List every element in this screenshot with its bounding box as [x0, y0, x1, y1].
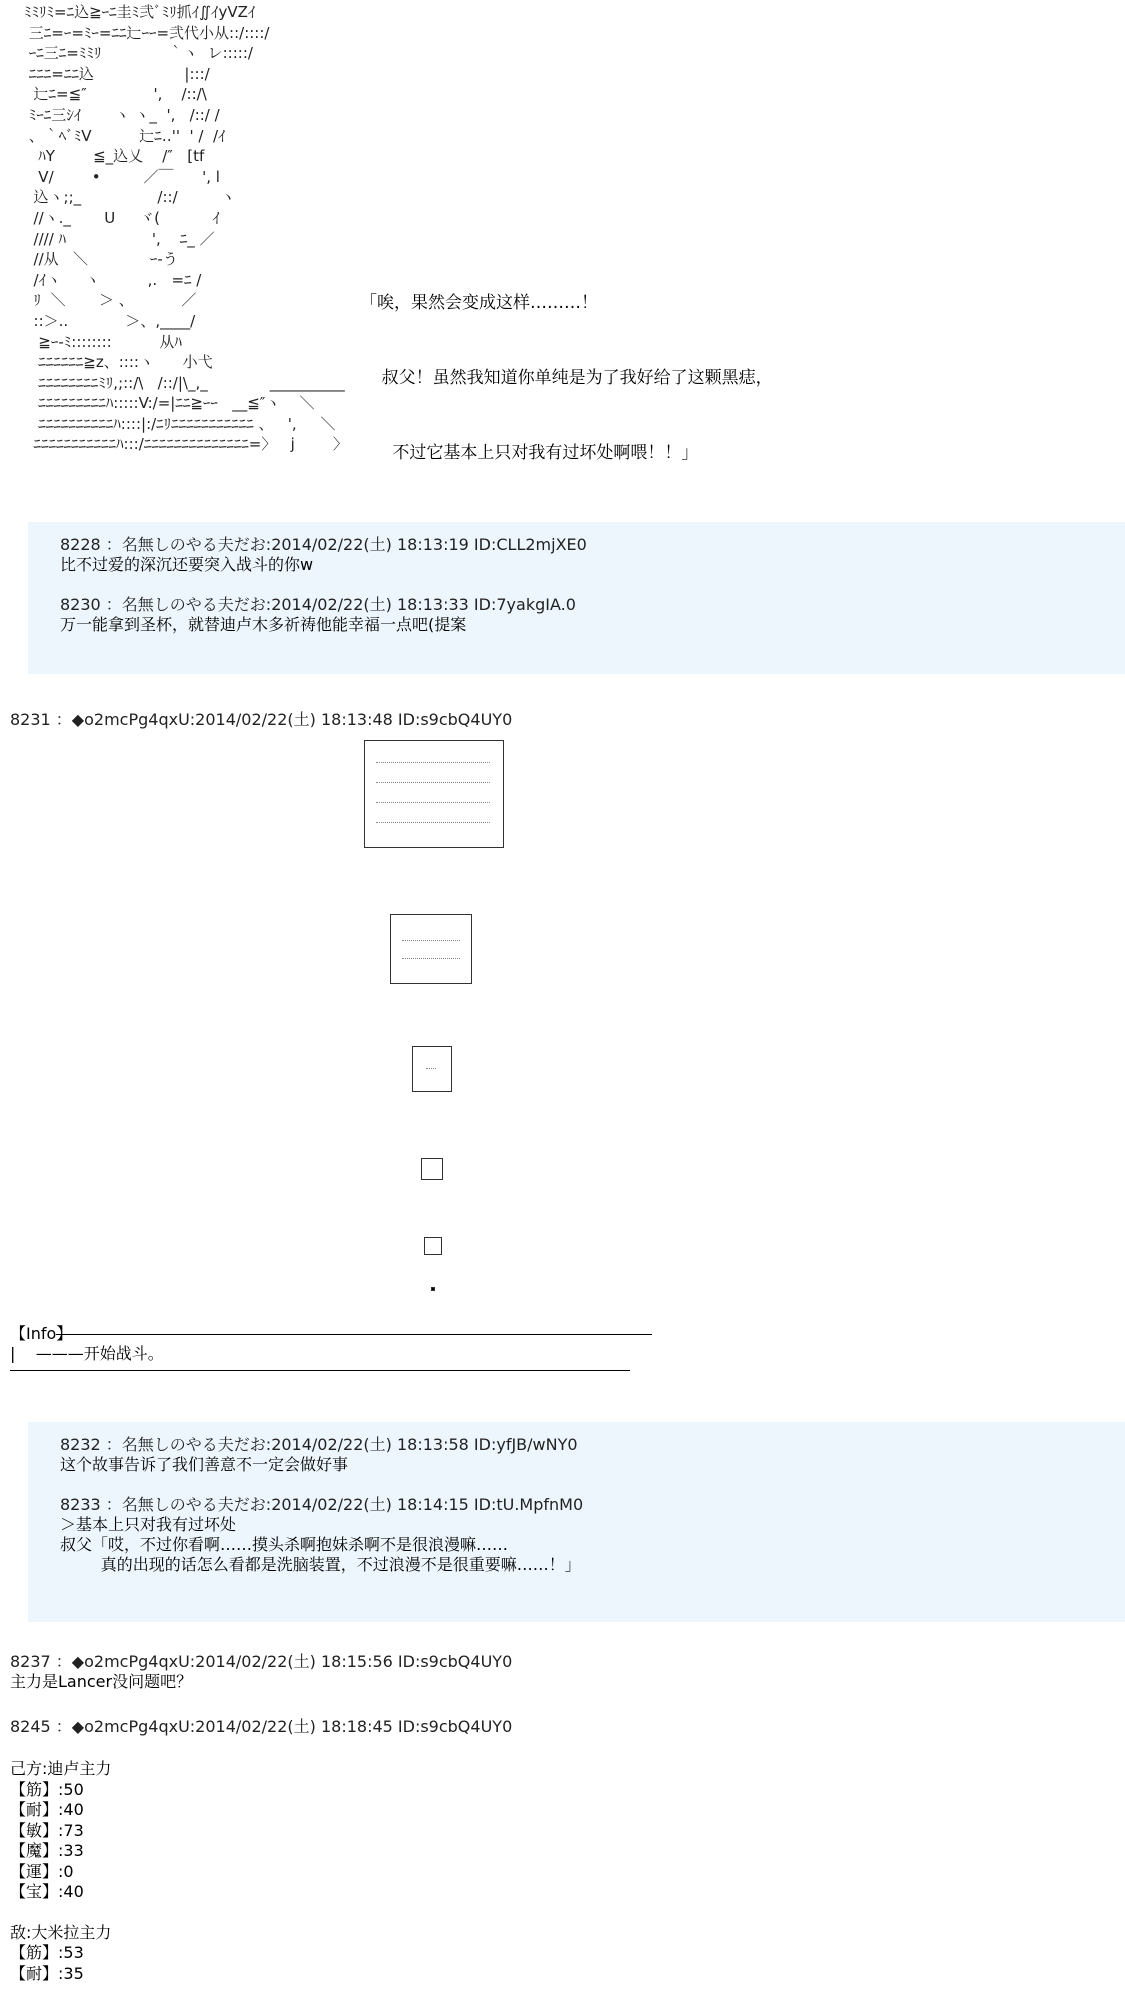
speech-line: 不过它基本上只对我有过坏处啊喂！！」	[360, 443, 699, 463]
ascii-art-figure: ﾐﾐﾘﾐ=ﾆ込≧ｰﾆ圭ﾐ弐ﾞﾐﾘ抓ｲ∬ｲyVZｲ 三ﾆ=ｰ=ﾐｰ=ﾆﾆ辷ｰｰ=弐代小从::/::::/ ｰﾆ三ﾆ=ﾐﾐﾘ ｀ヽ レ:::::/ ﾆﾆﾆ=ﾆﾆ込 |:::/ 辷ﾆ=≦″ ', /::/\ ﾐｰﾆ三ｼｲ ヽ ヽ_ ', /::/ / 、｀ﾍﾞﾐV 辷ﾆ‥'' ' / /ｲ ﾊY ≦_込乂 /″ [tf V/ • ／￣ ', l 込ヽ;;_ /::/ ヽ //ヽ._ U ヾ( ｲ //// ﾊ ', ﾆ_ ／ //从 ＼ ｰ-う /ｲヽ ヽ ,. =ﾆ / ﾘ ＼ ＞ 、 ／ ::＞.. ＞、,____/ ≧ｰ-ﾐ:::::::: 从ﾊ ﾆﾆﾆﾆﾆﾆ≧z、::::ヽ 小弋 ﾆﾆﾆﾆﾆﾆﾆﾆﾐﾘ,;::/\ /::/|\_,_ __________ ﾆﾆﾆﾆﾆﾆﾆﾆﾆﾊ:::::V:/=|ﾆﾆ≧ｰｰ __≦″ヽ ＼ ﾆﾆﾆﾆﾆﾆﾆﾆﾆﾆﾊ::::|:/ﾆﾘﾆﾆﾆﾆﾆﾆﾆﾆﾆﾆﾆ 、 ', ＼ ﾆﾆﾆﾆﾆﾆﾆﾆﾆﾆﾆﾊ:::/ﾆﾆﾆﾆﾆﾆﾆﾆﾆﾆﾆﾆﾆﾆ=〉 j 〉	[24, 3, 348, 454]
stats-line: 【魔】:33	[10, 1841, 84, 1860]
stats-line: 【耐】:40	[10, 1800, 84, 1819]
stats-line: 【宝】:40	[10, 1882, 84, 1901]
tiny-box	[424, 1237, 442, 1255]
post-8231	[10, 710, 512, 730]
large-box	[364, 740, 504, 848]
post-text: 万一能拿到圣杯，就替迪卢木多祈祷他能幸福一点吧(提案	[60, 615, 467, 634]
stats-list	[10, 1759, 512, 1984]
reply-post	[60, 1495, 1125, 1575]
post-header: 8231 ：◆o2mcPg4qxU:2014/02/22(土) 18:13:48 ID:s9cbQ4UY0	[10, 710, 513, 729]
stats-line: 【敏】:73	[10, 1820, 84, 1840]
post-header: 8245 ：◆o2mcPg4qxU:2014/02/22(土) 18:18:45 ID:s9cbQ4UY0	[10, 1717, 513, 1736]
stats-line: 【耐】:35	[10, 1963, 84, 1983]
reply-block	[28, 1422, 1125, 1622]
dotted-line	[402, 958, 460, 959]
post-header: 8232 ：名無しのやる夫だお:2014/02/22(土) 18:13:58 ID:yfJB/wNY0	[60, 1435, 578, 1454]
speech-line: 「唉，果然会变成这样………！	[360, 293, 598, 313]
post-text: 主力是Lancer没问题吧？	[10, 1672, 193, 1691]
post-text: 叔父「哎，不过你看啊……摸头杀啊抱妹杀啊不是很浪漫嘛……	[60, 1535, 509, 1554]
post-header: 8228 ：名無しのやる夫だお:2014/02/22(土) 18:13:19 ID:CLL2mjXE0	[60, 535, 587, 554]
post-text: 真的出现的话怎么看都是洗脑装置，不过浪漫不是很重要嘛……！」	[60, 1555, 581, 1574]
post-8245	[10, 1717, 512, 1984]
stats-line: 己方:迪卢主力	[10, 1759, 112, 1778]
speech-line: 叔父！虽然我知道你单纯是为了我好给了这颗黑痣，	[360, 368, 773, 388]
reply-post	[60, 595, 1125, 635]
stats-line: 敌:大米拉主力	[10, 1922, 112, 1942]
post-text: ＞基本上只对我有过坏处	[60, 1515, 237, 1534]
reply-post	[60, 535, 1125, 575]
dotted-line	[376, 762, 490, 763]
dotted-line	[376, 802, 490, 803]
dotted-line	[426, 1068, 436, 1069]
post-header: 8233 ：名無しのやる夫だお:2014/02/22(土) 18:14:15 ID:tU.MpfnM0	[60, 1495, 584, 1514]
reply-block	[28, 522, 1125, 674]
stats-line: 【筋】:53	[10, 1943, 84, 1962]
stats-line: 【運】:0	[10, 1861, 74, 1881]
info-line: | ———开始战斗。	[10, 1344, 164, 1363]
post-header: 8230 ：名無しのやる夫だお:2014/02/22(土) 18:13:33 ID:7yakgIA.0	[60, 595, 576, 614]
dotted-line	[376, 782, 490, 783]
stats-line: 【筋】:50	[10, 1779, 84, 1799]
small-box	[412, 1046, 452, 1092]
info-rule-top	[56, 1334, 652, 1335]
speech-dialogue	[360, 241, 773, 491]
dotted-line	[376, 822, 490, 823]
tiny-box	[421, 1158, 443, 1180]
medium-box	[390, 914, 472, 984]
info-label: 【Info】	[10, 1324, 73, 1343]
post-header: 8237 ：◆o2mcPg4qxU:2014/02/22(土) 18:15:56 ID:s9cbQ4UY0	[10, 1652, 513, 1671]
info-box	[10, 1324, 640, 1371]
post-text: 比不过爱的深沉还要突入战斗的你w	[60, 555, 314, 574]
reply-post	[60, 1435, 1125, 1475]
post-8237	[10, 1652, 512, 1692]
stats-line	[10, 1903, 512, 1923]
info-rule-bottom	[10, 1370, 630, 1371]
post-text: 这个故事告诉了我们善意不一定会做好事	[60, 1455, 349, 1474]
dotted-line	[402, 940, 460, 941]
dot	[431, 1287, 435, 1291]
